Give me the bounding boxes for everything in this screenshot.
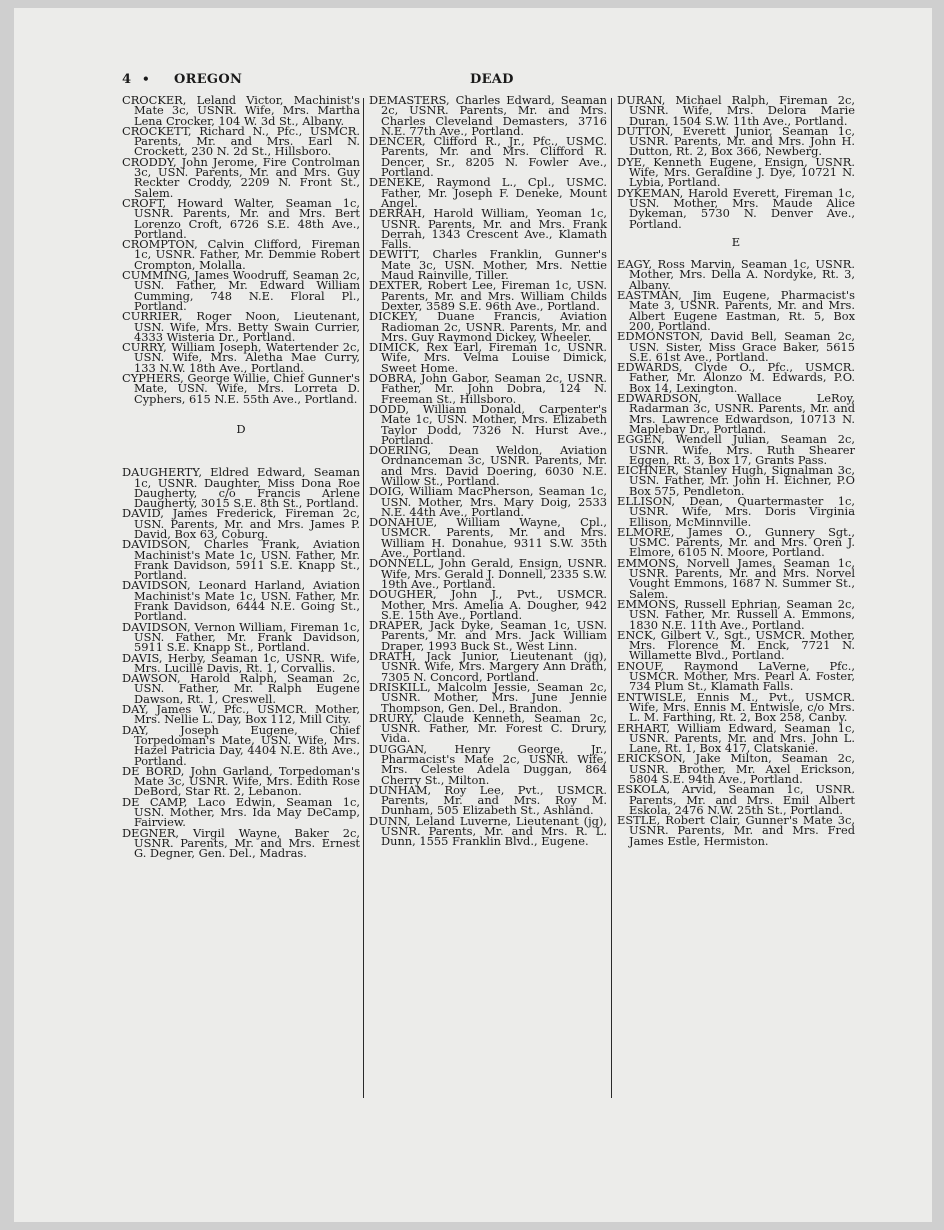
casualty-entry: DE BORD, John Garland, Torpedoman's Mate 3c, USNR. Wife, Mrs. Edith Rose DeBord, Star Rt. 2, Lebanon. — [122, 763, 360, 799]
entry-list — [617, 259, 855, 846]
entry-list — [122, 465, 360, 861]
casualty-entry: DOUGHER, John J., Pvt., USMCR. Mother, Mrs. Amelia A. Dougher, 942 S.E. 15th Ave., Portland. — [369, 587, 607, 622]
entry-list — [369, 95, 607, 847]
casualty-entry: EDMONSTON, David Bell, Seaman 2c, USN. Sister, Miss Grace Baker, 5615 S.E. 61st Ave., Portland. — [617, 329, 855, 364]
casualty-entry: DE CAMP, Laco Edwin, Seaman 1c, USN. Mother, Mrs. Ida May DeCamp, Fairview. — [122, 794, 360, 830]
casualty-entry: DEGNER, Virgil Wayne, Baker 2c, USNR. Parents, Mr. and Mrs. Ernest G. Degner, Gen. Del., Madras. — [122, 825, 360, 861]
casualty-entry: DYE, Kenneth Eugene, Ensign, USNR. Wife, Mrs. Geraldine J. Dye, 10721 N. Lybia, Portland. — [617, 154, 855, 190]
column-1 — [122, 93, 360, 861]
column-2 — [369, 95, 607, 847]
casualty-entry: DOIG, William MacPherson, Seaman 1c, USN. Mother, Mrs. Mary Doig, 2533 N.E. 44th Ave., Portland. — [369, 484, 607, 519]
casualty-entry: DAY, James W., Pfc., USMCR. Mother, Mrs. Nellie L. Day, Box 112, Mill City. — [122, 702, 360, 727]
casualty-entry: ERHART, William Edward, Seaman 1c, USNR. Parents, Mr. and Mrs. John L. Lane, Rt. 1, Box 417, Clatskanie. — [617, 720, 855, 756]
casualty-entry: DURAN, Michael Ralph, Fireman 2c, USNR. Wife, Mrs. Delora Marie Duran, 1504 S.W. 11th Ave., Portland. — [617, 93, 855, 128]
casualty-entry: DUGGAN, Henry George, Jr., Pharmacist's Mate 2c, USNR. Wife, Mrs. Celeste Adela Duggan, 864 Cherry St., Milton. — [369, 741, 607, 787]
casualty-entry: DUTTON, Everett Junior, Seaman 1c, USNR. Parents, Mr. and Mrs. John H. Dutton, Rt. 2, Box 366, Newberg. — [617, 123, 855, 159]
casualty-entry: ERICKSON, Jake Milton, Seaman 2c, USNR. Brother, Mr. Axel Erickson, 5804 S.E. 94th Ave., Portland. — [617, 751, 855, 786]
casualty-entry: DOBRA, John Gabor, Seaman 2c, USNR. Father, Mr. John Dobra, 124 N. Freeman St., Hillsboro. — [369, 371, 607, 406]
casualty-entry: DAVID, James Frederick, Fireman 2c, USN. Parents, Mr. and Mrs. James P. David, Box 63, Coburg. — [122, 506, 360, 541]
casualty-entry: DAVIS, Herby, Seaman 1c, USNR. Wife, Mrs. Lucille Davis, Rt. 1, Corvallis. — [122, 650, 360, 675]
casualty-entry: DODD, William Donald, Carpenter's Mate 1c, USN. Mother, Mrs. Elizabeth Taylor Dodd, 7326 N. Hurst Ave., Portland. — [369, 401, 607, 447]
casualty-entry: ESTLE, Robert Clair, Gunner's Mate 3c, USNR. Parents, Mr. and Mrs. Fred James Estle, Hermiston. — [617, 813, 855, 848]
column-rule — [611, 98, 612, 1098]
letter-heading-e: E — [731, 234, 741, 249]
casualty-entry: CROCKER, Leland Victor, Machinist's Mate 3c, USNR. Wife, Mrs. Martha Lena Crocker, 104 W. 3d St., Albany. — [122, 93, 360, 128]
casualty-entry: DEMASTERS, Charles Edward, Seaman 2c, USNR. Parents, Mr. and Mrs. Charles Cleveland Demasters, 3716 N.E. 77th Ave., Portland. — [369, 93, 607, 138]
casualty-entry: CURRY, William Joseph, Watertender 2c, USN. Wife, Mrs. Aletha Mae Curry, 133 N.W. 18th Ave., Portland. — [122, 340, 360, 375]
casualty-entry: DOERING, Dean Weldon, Aviation Ordnanceman 3c, USNR. Parents, Mr. and Mrs. David Doering, 6030 N.E. Willow St., Portland. — [369, 443, 607, 488]
casualty-entry: CROCKETT, Richard N., Pfc., USMCR. Parents, Mr. and Mrs. Earl N. Crockett, 230 N. 2d St., Hillsboro. — [122, 123, 360, 159]
casualty-entry: ELLISON, Dean, Quartermaster 1c, USNR. Wife, Mrs. Doris Virginia Ellison, McMinnville. — [617, 493, 855, 529]
casualty-entry: DAY, Joseph Eugene, Chief Torpedoman's Mate, USN. Wife, Mrs. Hazel Patricia Day, 4404 N.E. 8th Ave., Portland. — [122, 722, 360, 768]
letter-heading-d: D — [236, 421, 246, 436]
casualty-entry: EMMONS, Russell Ephrian, Seaman 2c, USN. Father, Mr. Russell A. Emmons, 1830 N.E. 11th Ave., Portland. — [617, 596, 855, 632]
casualty-entry: DRATH, Jack Junior, Lieutenant (jg), USNR. Wife, Mrs. Margery Ann Drath, 7305 N. Concord, Portland. — [369, 649, 607, 684]
casualty-entry: CUMMING, James Woodruff, Seaman 2c, USN. Father, Mr. Edward William Cumming, 748 N.E. Floral Pl., Portland. — [122, 268, 360, 313]
casualty-entry: DENCER, Clifford R., Jr., Pfc., USMC. Parents, Mr. and Mrs. Clifford R. Dencer, Sr., 8205 N. Fowler Ave., Portland. — [369, 134, 607, 180]
casualty-entry: DRISKILL, Malcolm Jessie, Seaman 2c, USNR. Mother, Mrs. June Jennie Thompson, Gen. Del., Brandon. — [369, 679, 607, 715]
casualty-entry: DONNELL, John Gerald, Ensign, USNR. Wife, Mrs. Gerald J. Donnell, 2335 S.W. 19th Ave., Portland. — [369, 556, 607, 591]
casualty-entry: EASTMAN, Jim Eugene, Pharmacist's Mate 3, USNR. Parents, Mr. and Mrs. Albert Eugene Eastman, Rt. 5, Box 200, Portland. — [617, 288, 855, 333]
casualty-entry: DEWITT, Charles Franklin, Gunner's Mate 3c, USN. Mother, Mrs. Nettie Maud Rainville, Tiller. — [369, 247, 607, 283]
casualty-entry: CROFT, Howard Walter, Seaman 1c, USNR. Parents, Mr. and Mrs. Bert Lorenzo Croft, 6726 S.E. 48th Ave., Portland. — [122, 195, 360, 241]
entry-list — [617, 95, 855, 229]
casualty-entry: DONAHUE, William Wayne, Cpl., USMCR. Parents, Mr. and Mrs. William H. Donahue, 9311 S.W. 35th Ave., Portland. — [369, 515, 607, 561]
casualty-entry: DUNHAM, Roy Lee, Pvt., USMCR. Parents, Mr. and Mrs. Roy M. Dunham, 505 Elizabeth St., Ashland. — [369, 782, 607, 818]
casualty-entry: EGGEN, Wendell Julian, Seaman 2c, USNR. Wife, Mrs. Ruth Shearer Eggen, Rt. 3, Box 17, Grants Pass. — [617, 432, 855, 467]
casualty-entry: DRURY, Claude Kenneth, Seaman 2c, USNR. Father, Mr. Forest C. Drury, Vida. — [369, 710, 607, 746]
state-name: OREGON — [174, 72, 243, 87]
casualty-entry: ENCK, Gilbert V., Sgt., USMCR. Mother, Mrs. Florence M. Enck, 7721 N. Willamette Blvd., Portland. — [617, 627, 855, 663]
casualty-entry: ENOUF, Raymond LaVerne, Pfc., USMCR. Mother, Mrs. Pearl A. Foster, 734 Plum St., Klamath Falls. — [617, 658, 855, 694]
page-number: 4 — [122, 72, 132, 87]
casualty-entry: EAGY, Ross Marvin, Seaman 1c, USNR. Mother, Mrs. Della A. Nordyke, Rt. 3, Albany. — [617, 257, 855, 292]
casualty-entry: DICKEY, Duane Francis, Aviation Radioman 2c, USNR. Parents, Mr. and Mrs. Guy Raymond Dickey, Wheeler. — [369, 309, 607, 344]
casualty-entry: DAVIDSON, Leonard Harland, Aviation Machinist's Mate 1c, USN. Father, Mr. Frank Davidson, 6444 N.E. Going St., Portland. — [122, 578, 360, 624]
casualty-entry: EDWARDS, Clyde O., Pfc., USMCR. Father, Mr. Alonzo M. Edwards, P.O. Box 14, Lexington. — [617, 360, 855, 395]
casualty-entry: DEXTER, Robert Lee, Fireman 1c, USN. Parents, Mr. and Mrs. William Childs Dexter, 3589 S.E. 96th Ave., Portland. — [369, 278, 607, 313]
casualty-entry: DAVIDSON, Vernon William, Fireman 1c, USN. Father, Mr. Frank Davidson, 5911 S.E. Knapp St., Portland. — [122, 619, 360, 655]
casualty-entry: ELMORE, James O., Gunnery Sgt., USMC. Parents, Mr. and Mrs. Oren J. Elmore, 6105 N. Moore, Portland. — [617, 524, 855, 560]
casualty-entry: DUNN, Leland Luverne, Lieutenant (jg), USNR. Parents, Mr. and Mrs. R. L. Dunn, 1555 Franklin Blvd., Eugene. — [369, 813, 607, 849]
entry-list — [122, 95, 360, 404]
casualty-entry: CYPHERS, George Willie, Chief Gunner's Mate, USN. Wife, Mrs. Lorreta D. Cyphers, 615 N.E. 55th Ave., Portland. — [122, 371, 360, 406]
casualty-entry: EMMONS, Norvell James, Seaman 1c, USNR. Parents, Mr. and Mrs. Norvel Vought Emmons, 1687 N. Summer St., Salem. — [617, 555, 855, 601]
casualty-entry: EICHNER, Stanley Hugh, Signalman 3c, USN. Father, Mr. John H. Eichner, P.O Box 575, Pendleton. — [617, 463, 855, 498]
bullet-separator: • — [142, 72, 150, 86]
casualty-entry: CROMPTON, Calvin Clifford, Fireman 1c, USNR. Father, Mr. Demmie Robert Crompton, Molalla. — [122, 237, 360, 272]
casualty-entry: DIMICK, Rex Earl, Fireman 1c, USNR. Wife, Mrs. Velma Louise Dimick, Sweet Home. — [369, 340, 607, 375]
casualty-entry: DAWSON, Harold Ralph, Seaman 2c, USN. Father, Mr. Ralph Eugene Dawson, Rt. 1, Creswell. — [122, 671, 360, 706]
casualty-entry: CURRIER, Roger Noon, Lieutenant, USN. Wife, Mrs. Betty Swain Currier, 4333 Wisteria Dr., Portland. — [122, 309, 360, 344]
casualty-entry: CRODDY, John Jerome, Fire Controlman 3c, USN. Parents, Mr. and Mrs. Guy Reckter Croddy, 2209 N. Front St., Salem. — [122, 154, 360, 200]
casualty-entry: DENEKE, Raymond L., Cpl., USMC. Father, Mr. Joseph F. Deneke, Mount Angel. — [369, 175, 607, 210]
casualty-entry: ESKOLA, Arvid, Seaman 1c, USNR. Parents, Mr. and Mrs. Emil Albert Eskola, 2476 N.W. 25th St., Portland. — [617, 782, 855, 817]
column-3 — [617, 95, 855, 846]
casualty-entry: ENTWISLE, Ennis M., Pvt., USMCR. Wife, Mrs. Ennis M. Entwisle, c/o Mrs. L. M. Farthing, Rt. 2, Box 258, Canby. — [617, 689, 855, 725]
section-title: DEAD — [470, 72, 514, 87]
casualty-entry: DERRAH, Harold William, Yeoman 1c, USNR. Parents, Mr. and Mrs. Frank Derrah, 1343 Crescent Ave., Klamath Falls. — [369, 206, 607, 252]
casualty-entry: DAVIDSON, Charles Frank, Aviation Machinist's Mate 1c, USN. Father, Mr. Frank Davidson, 5911 S.E. Knapp St., Portland. — [122, 537, 360, 583]
column-rule — [363, 98, 364, 1098]
casualty-entry: DAUGHERTY, Eldred Edward, Seaman 1c, USNR. Daughter, Miss Dona Roe Daugherty, c/o Francis Arlene Daugherty, 3015 S.E. 8th St., Portland. — [122, 465, 360, 511]
casualty-entry: EDWARDSON, Wallace LeRoy, Radarman 3c, USNR. Parents, Mr. and Mrs. Lawrence Edwardson, 10713 N. Maplebay Dr., Portland. — [617, 391, 855, 436]
page-header — [122, 72, 852, 92]
casualty-entry: DYKEMAN, Harold Everett, Fireman 1c, USN. Mother, Mrs. Maude Alice Dykeman, 5730 N. Denver Ave., Portland. — [617, 185, 855, 231]
casualty-entry: DRAPER, Jack Dyke, Seaman 1c, USN. Parents, Mr. and Mrs. Jack William Draper, 1993 Buck St., West Linn. — [369, 618, 607, 653]
